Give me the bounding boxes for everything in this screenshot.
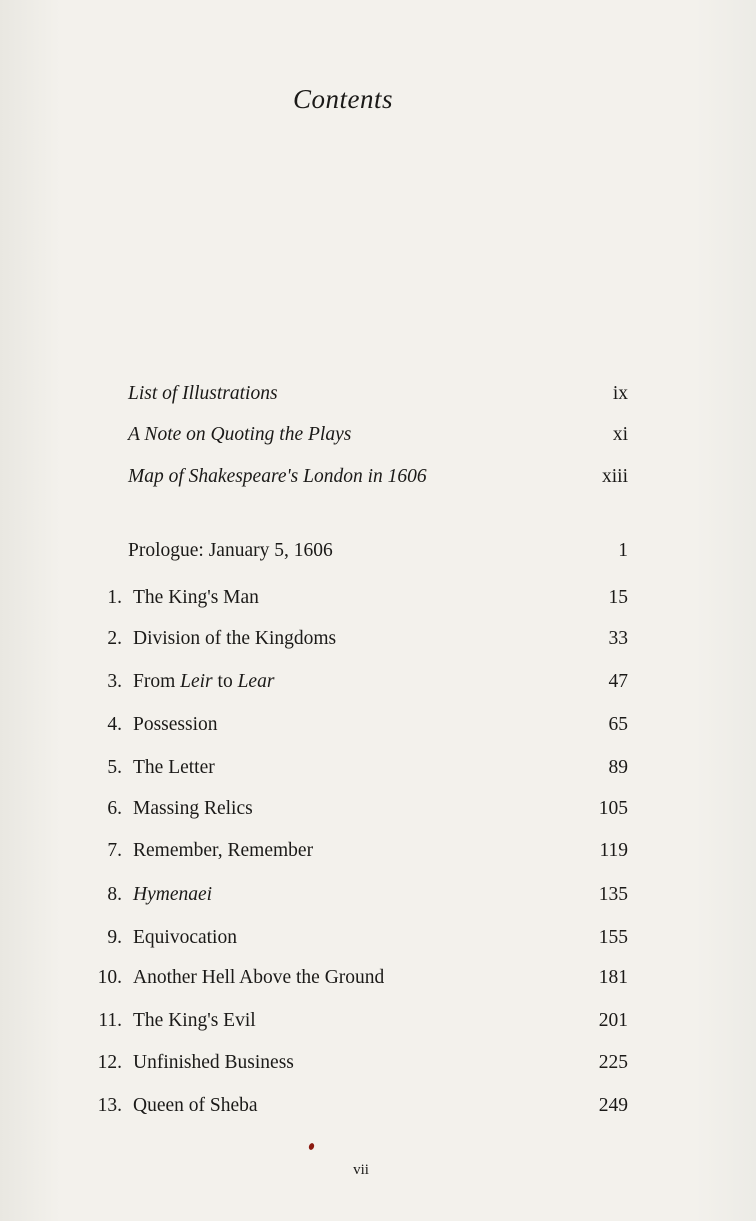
chapter-page: 155 bbox=[598, 927, 628, 948]
chapter-title-part: to bbox=[212, 671, 238, 692]
toc-entry-prologue bbox=[0, 540, 756, 566]
chapter-title: Division of the Kingdoms bbox=[133, 628, 337, 649]
page-title: Contents bbox=[292, 84, 393, 114]
toc-entry-page: xi bbox=[612, 424, 628, 445]
chapter-number: 6. bbox=[107, 798, 122, 819]
toc-chapter-2 bbox=[0, 628, 756, 654]
chapter-page: 201 bbox=[598, 1010, 628, 1031]
toc-chapter-7 bbox=[0, 840, 756, 866]
toc-chapter-5 bbox=[0, 757, 756, 783]
chapter-title-part: Lear bbox=[237, 671, 275, 692]
chapter-title: Queen of Sheba bbox=[133, 1095, 258, 1116]
chapter-page: 47 bbox=[608, 671, 628, 692]
chapter-title: Hymenaei bbox=[133, 884, 213, 905]
toc-entry-map bbox=[0, 466, 756, 492]
chapter-number: 1. bbox=[107, 587, 122, 608]
chapter-title: Massing Relics bbox=[133, 798, 253, 819]
toc-entry-page: xiii bbox=[601, 466, 628, 487]
chapter-title: The King's Evil bbox=[133, 1010, 256, 1031]
chapter-title: The Letter bbox=[133, 757, 215, 778]
chapter-page: 119 bbox=[599, 840, 628, 861]
chapter-page: 105 bbox=[598, 798, 628, 819]
chapter-page: 225 bbox=[598, 1052, 628, 1073]
chapter-page: 65 bbox=[608, 714, 628, 735]
toc-chapter-4 bbox=[0, 714, 756, 740]
toc-entry-note-on-quoting bbox=[0, 424, 756, 450]
chapter-number: 10. bbox=[97, 967, 122, 988]
chapter-title bbox=[133, 671, 274, 693]
chapter-number: 8. bbox=[107, 884, 122, 905]
toc-entry-label: Prologue: January 5, 1606 bbox=[128, 540, 333, 561]
toc-chapter-12 bbox=[0, 1052, 756, 1078]
chapter-title-part: From bbox=[133, 671, 181, 692]
toc-entry-label: List of Illustrations bbox=[128, 383, 278, 404]
chapter-number: 9. bbox=[107, 927, 122, 948]
chapter-page: 89 bbox=[608, 757, 628, 778]
chapter-number: 12. bbox=[97, 1052, 122, 1073]
toc-chapter-11 bbox=[0, 1010, 756, 1036]
chapter-page: 181 bbox=[598, 967, 628, 988]
chapter-page: 135 bbox=[598, 884, 628, 905]
chapter-title-part: Leir bbox=[180, 671, 213, 692]
chapter-page: 249 bbox=[598, 1095, 628, 1116]
chapter-title: Possession bbox=[133, 714, 218, 735]
chapter-number: 13. bbox=[97, 1095, 122, 1116]
chapter-number: 4. bbox=[107, 714, 122, 735]
toc-chapter-13 bbox=[0, 1095, 756, 1121]
page-folio: vii bbox=[353, 1162, 369, 1178]
chapter-number: 2. bbox=[107, 628, 122, 649]
chapter-page: 33 bbox=[608, 628, 628, 649]
chapter-number: 5. bbox=[107, 757, 122, 778]
toc-entry-page: ix bbox=[612, 383, 628, 404]
toc-chapter-3 bbox=[0, 671, 756, 697]
toc-chapter-1 bbox=[0, 587, 756, 613]
toc-entry-label: Map of Shakespeare's London in 1606 bbox=[128, 466, 427, 487]
chapter-title: Remember, Remember bbox=[133, 840, 314, 861]
toc-chapter-6 bbox=[0, 798, 756, 824]
chapter-title: The King's Man bbox=[133, 587, 259, 608]
toc-chapter-8 bbox=[0, 884, 756, 910]
chapter-title: Another Hell Above the Ground bbox=[133, 967, 385, 988]
chapter-number: 7. bbox=[107, 840, 122, 861]
toc-chapter-9 bbox=[0, 927, 756, 953]
ink-speck bbox=[308, 1142, 315, 1150]
toc-entry-page: 1 bbox=[618, 540, 628, 561]
toc-entry-list-of-illustrations bbox=[0, 383, 756, 409]
toc-chapter-10 bbox=[0, 967, 756, 993]
chapter-page: 15 bbox=[608, 587, 628, 608]
chapter-title: Equivocation bbox=[133, 927, 237, 948]
toc-entry-label: A Note on Quoting the Plays bbox=[128, 424, 352, 445]
chapter-number: 3. bbox=[107, 671, 122, 692]
chapter-title: Unfinished Business bbox=[133, 1052, 294, 1073]
chapter-number: 11. bbox=[98, 1010, 122, 1031]
